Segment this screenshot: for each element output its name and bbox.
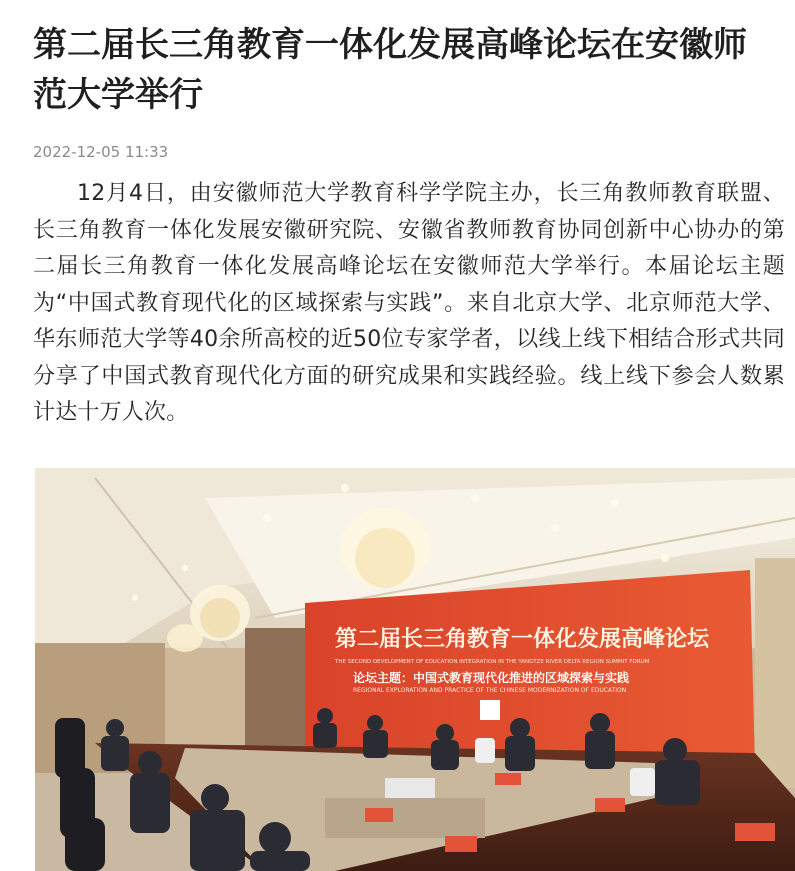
banner-subtitle: THE SECOND DEVELOPMENT OF EDUCATION INTEGRATION IN THE YANGTZE RIVER DELTA REGION SUMMIT FORUM: [335, 659, 650, 665]
article: [0, 0, 795, 432]
forum-photo: [35, 468, 795, 871]
article-paragraph: 12月4日，由安徽师范大学教育科学学院主办，长三角教师教育联盟、长三角教育一体化发展安徽研究院、安徽省教师教育协同创新中心协办的第二届长三角教育一体化发展高峰论坛在安徽师范大学举行。本届论坛主题为“中国式教育现代化的区域探索与实践”。来自北京大学、北京师范大学、华东师范大学等40余所高校的近50位专家学者，以线上线下相结合形式共同分享了中国式教育现代化方面的研究成果和实践经验。线上线下参会人数累计达十万人次。: [33, 181, 785, 425]
banner-theme: 论坛主题：中国式教育现代化推进的区域探索与实践: [353, 671, 630, 685]
banner-title: 第二届长三角教育一体化发展高峰论坛: [335, 627, 710, 652]
article-title: 第二届长三角教育一体化发展高峰论坛在安徽师范大学举行: [33, 25, 747, 115]
publish-date: 2022-12-05 11:33: [33, 143, 169, 161]
banner-theme-en: REGIONAL EXPLORATION AND PRACTICE OF THE CHINESE MODERNIZATION OF EDUCATION: [353, 687, 627, 694]
qr-code: [480, 700, 500, 720]
